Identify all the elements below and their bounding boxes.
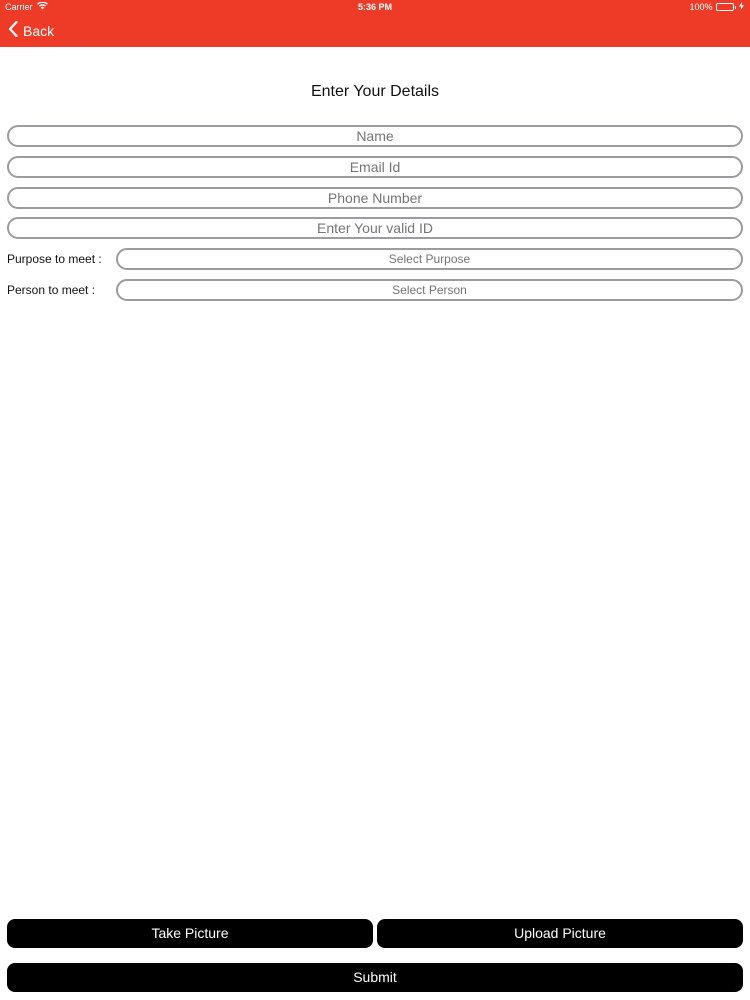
purpose-label: Purpose to meet : [7,252,102,266]
chevron-left-icon [8,21,18,40]
phone-input[interactable] [7,187,743,209]
valid-id-input[interactable] [7,217,743,239]
email-input[interactable] [7,156,743,178]
back-button[interactable] [8,21,54,40]
status-bar [0,0,750,14]
status-time: 5:36 PM [357,2,392,12]
take-picture-button[interactable]: Take Picture [7,919,373,948]
battery-icon [716,3,737,11]
submit-button[interactable]: Submit [7,963,743,992]
person-select[interactable] [116,279,743,301]
name-input[interactable] [7,125,743,147]
app-header [0,0,750,47]
person-label: Person to meet : [7,283,96,297]
carrier-label: Carrier [5,2,33,12]
battery-percent: 100% [689,2,713,12]
back-label: Back [23,22,55,39]
upload-picture-button[interactable]: Upload Picture [377,919,743,948]
status-right [689,0,744,14]
nav-bar [0,14,750,47]
page-title: Enter Your Details [310,83,440,100]
purpose-select[interactable] [116,248,743,270]
charging-icon [739,0,744,14]
